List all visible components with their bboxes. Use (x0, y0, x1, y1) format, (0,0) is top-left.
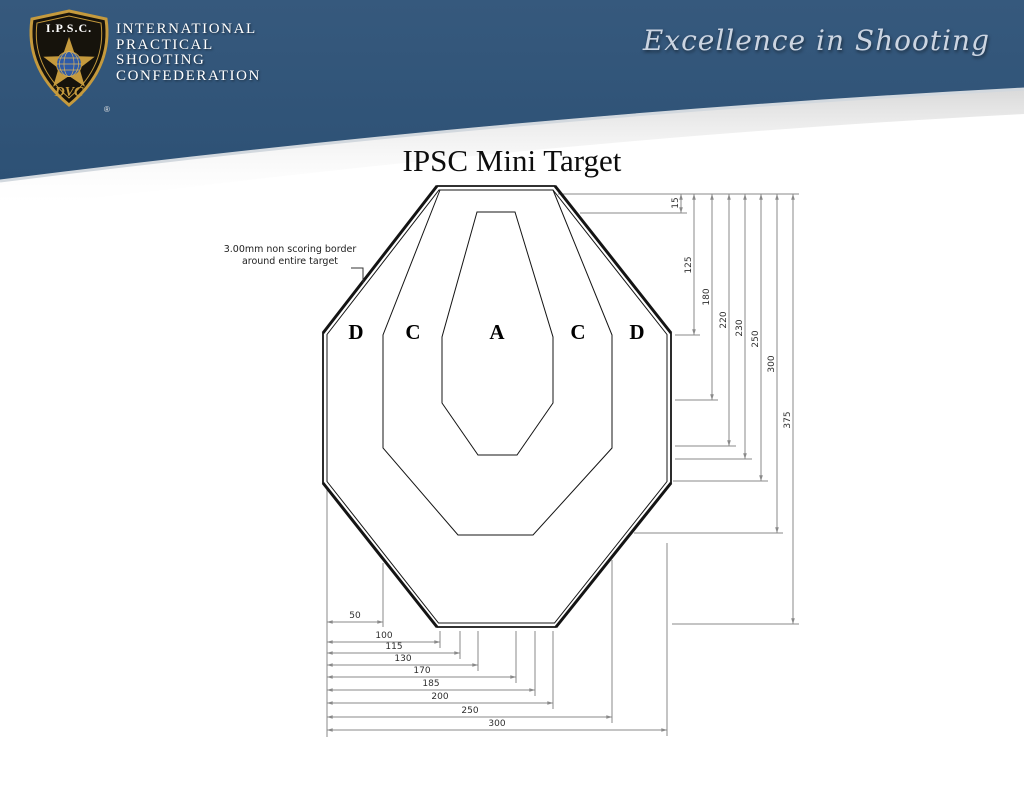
dim-label: 125 (684, 256, 694, 274)
dim-label: 50 (349, 611, 361, 621)
target-border-diagonals (323, 186, 671, 627)
dim-label: 180 (702, 288, 712, 306)
registered-mark: ® (104, 105, 110, 114)
zone-label: D (348, 320, 364, 344)
logo-acronym: I.P.S.C. (45, 21, 93, 35)
zone-label: A (489, 320, 505, 344)
dim-label: 185 (422, 679, 440, 689)
dim-label: 200 (431, 692, 449, 702)
c-zone-outline (383, 190, 612, 535)
zone-labels (348, 320, 644, 344)
tagline: Excellence in Shooting (642, 24, 990, 57)
dim-label: 300 (488, 719, 506, 729)
annotation-line: around entire target (241, 256, 339, 267)
zone-label: C (405, 320, 421, 344)
zone-label: D (629, 320, 645, 344)
target-outer-border (323, 186, 671, 627)
dim-label: 115 (385, 642, 403, 652)
logo-monogram: DVC (54, 85, 84, 100)
dim-label: 250 (461, 706, 479, 716)
page-title: IPSC Mini Target (402, 143, 622, 178)
annotation-leader-line (351, 268, 363, 283)
dim-label: 100 (375, 631, 393, 641)
dim-label: 375 (783, 411, 793, 429)
zone-label: C (570, 320, 586, 344)
target-inner-border (327, 190, 667, 623)
dim-label: 250 (751, 330, 761, 348)
dim-label: 15 (671, 197, 681, 209)
border-annotation (224, 244, 363, 283)
target-outline (323, 186, 671, 627)
org-name-line: SHOOTING (116, 52, 206, 68)
org-name-line: INTERNATIONAL (116, 21, 257, 37)
org-name-line: PRACTICAL (116, 36, 214, 53)
dim-label: 170 (413, 666, 431, 676)
dim-label: 230 (735, 319, 745, 337)
dim-label: 220 (719, 311, 729, 329)
dim-label: 300 (767, 355, 777, 373)
annotation-line: 3.00mm non scoring border (223, 244, 357, 255)
org-name-line: CONFEDERATION (116, 67, 261, 84)
dim-label: 130 (394, 654, 412, 664)
